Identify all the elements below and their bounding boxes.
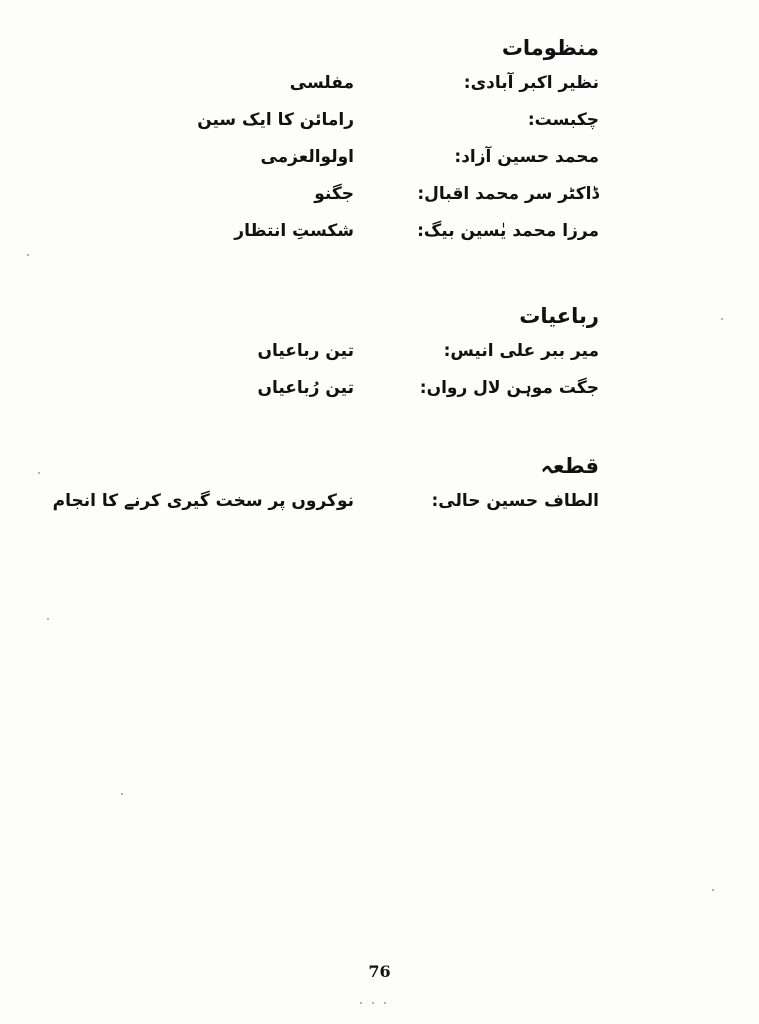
- work-title: تین رباعیاں: [257, 341, 354, 361]
- section-heading: منظومات: [501, 36, 599, 60]
- author-name: الطاف حسین حالی:: [431, 491, 599, 511]
- author-name: جگت موہن لال رواں:: [419, 378, 599, 398]
- work-title: شکستِ انتظار: [234, 221, 354, 241]
- scan-speck: [712, 889, 714, 891]
- page-number: 76: [368, 962, 391, 981]
- work-title: رامائن کا ایک سین: [197, 110, 354, 130]
- scan-speck: [384, 1002, 386, 1004]
- work-title: اولوالعزمی: [260, 147, 354, 167]
- author-name: ڈاکٹر سر محمد اقبال:: [417, 184, 599, 204]
- work-title: تین رُباعیاں: [257, 378, 354, 398]
- scan-speck: [47, 618, 49, 620]
- list-item: [119, 216, 599, 253]
- work-title: نوکروں پر سخت گیری کرنے کا انجام: [52, 491, 354, 511]
- work-title: جگنو: [314, 184, 354, 204]
- list-item: [119, 105, 599, 142]
- list-item: [119, 142, 599, 179]
- author-name: چکبست:: [527, 110, 599, 130]
- section-heading: قطعہ: [540, 454, 599, 478]
- section-heading: رباعیات: [519, 304, 599, 328]
- section-manzoomat: [119, 34, 599, 253]
- scan-speck: [38, 472, 40, 474]
- author-name: مرزا محمد یٰسین بیگ:: [417, 221, 599, 241]
- author-name: میر ببر علی انیس:: [443, 341, 599, 361]
- scan-speck: [121, 793, 123, 795]
- section-qita: [52, 452, 599, 523]
- scan-speck: [721, 318, 723, 320]
- scan-speck: [27, 254, 29, 256]
- list-item: [119, 373, 599, 410]
- list-item: [52, 486, 599, 523]
- section-rubaiyat: [119, 302, 599, 410]
- list-item: [119, 336, 599, 373]
- scan-speck: [360, 1002, 362, 1004]
- author-name: نظیر اکبر آبادی:: [463, 73, 599, 93]
- work-title: مفلسی: [289, 73, 354, 93]
- list-item: [119, 179, 599, 216]
- scan-speck: [372, 1002, 374, 1004]
- list-item: [119, 68, 599, 105]
- author-name: محمد حسین آزاد:: [454, 147, 599, 167]
